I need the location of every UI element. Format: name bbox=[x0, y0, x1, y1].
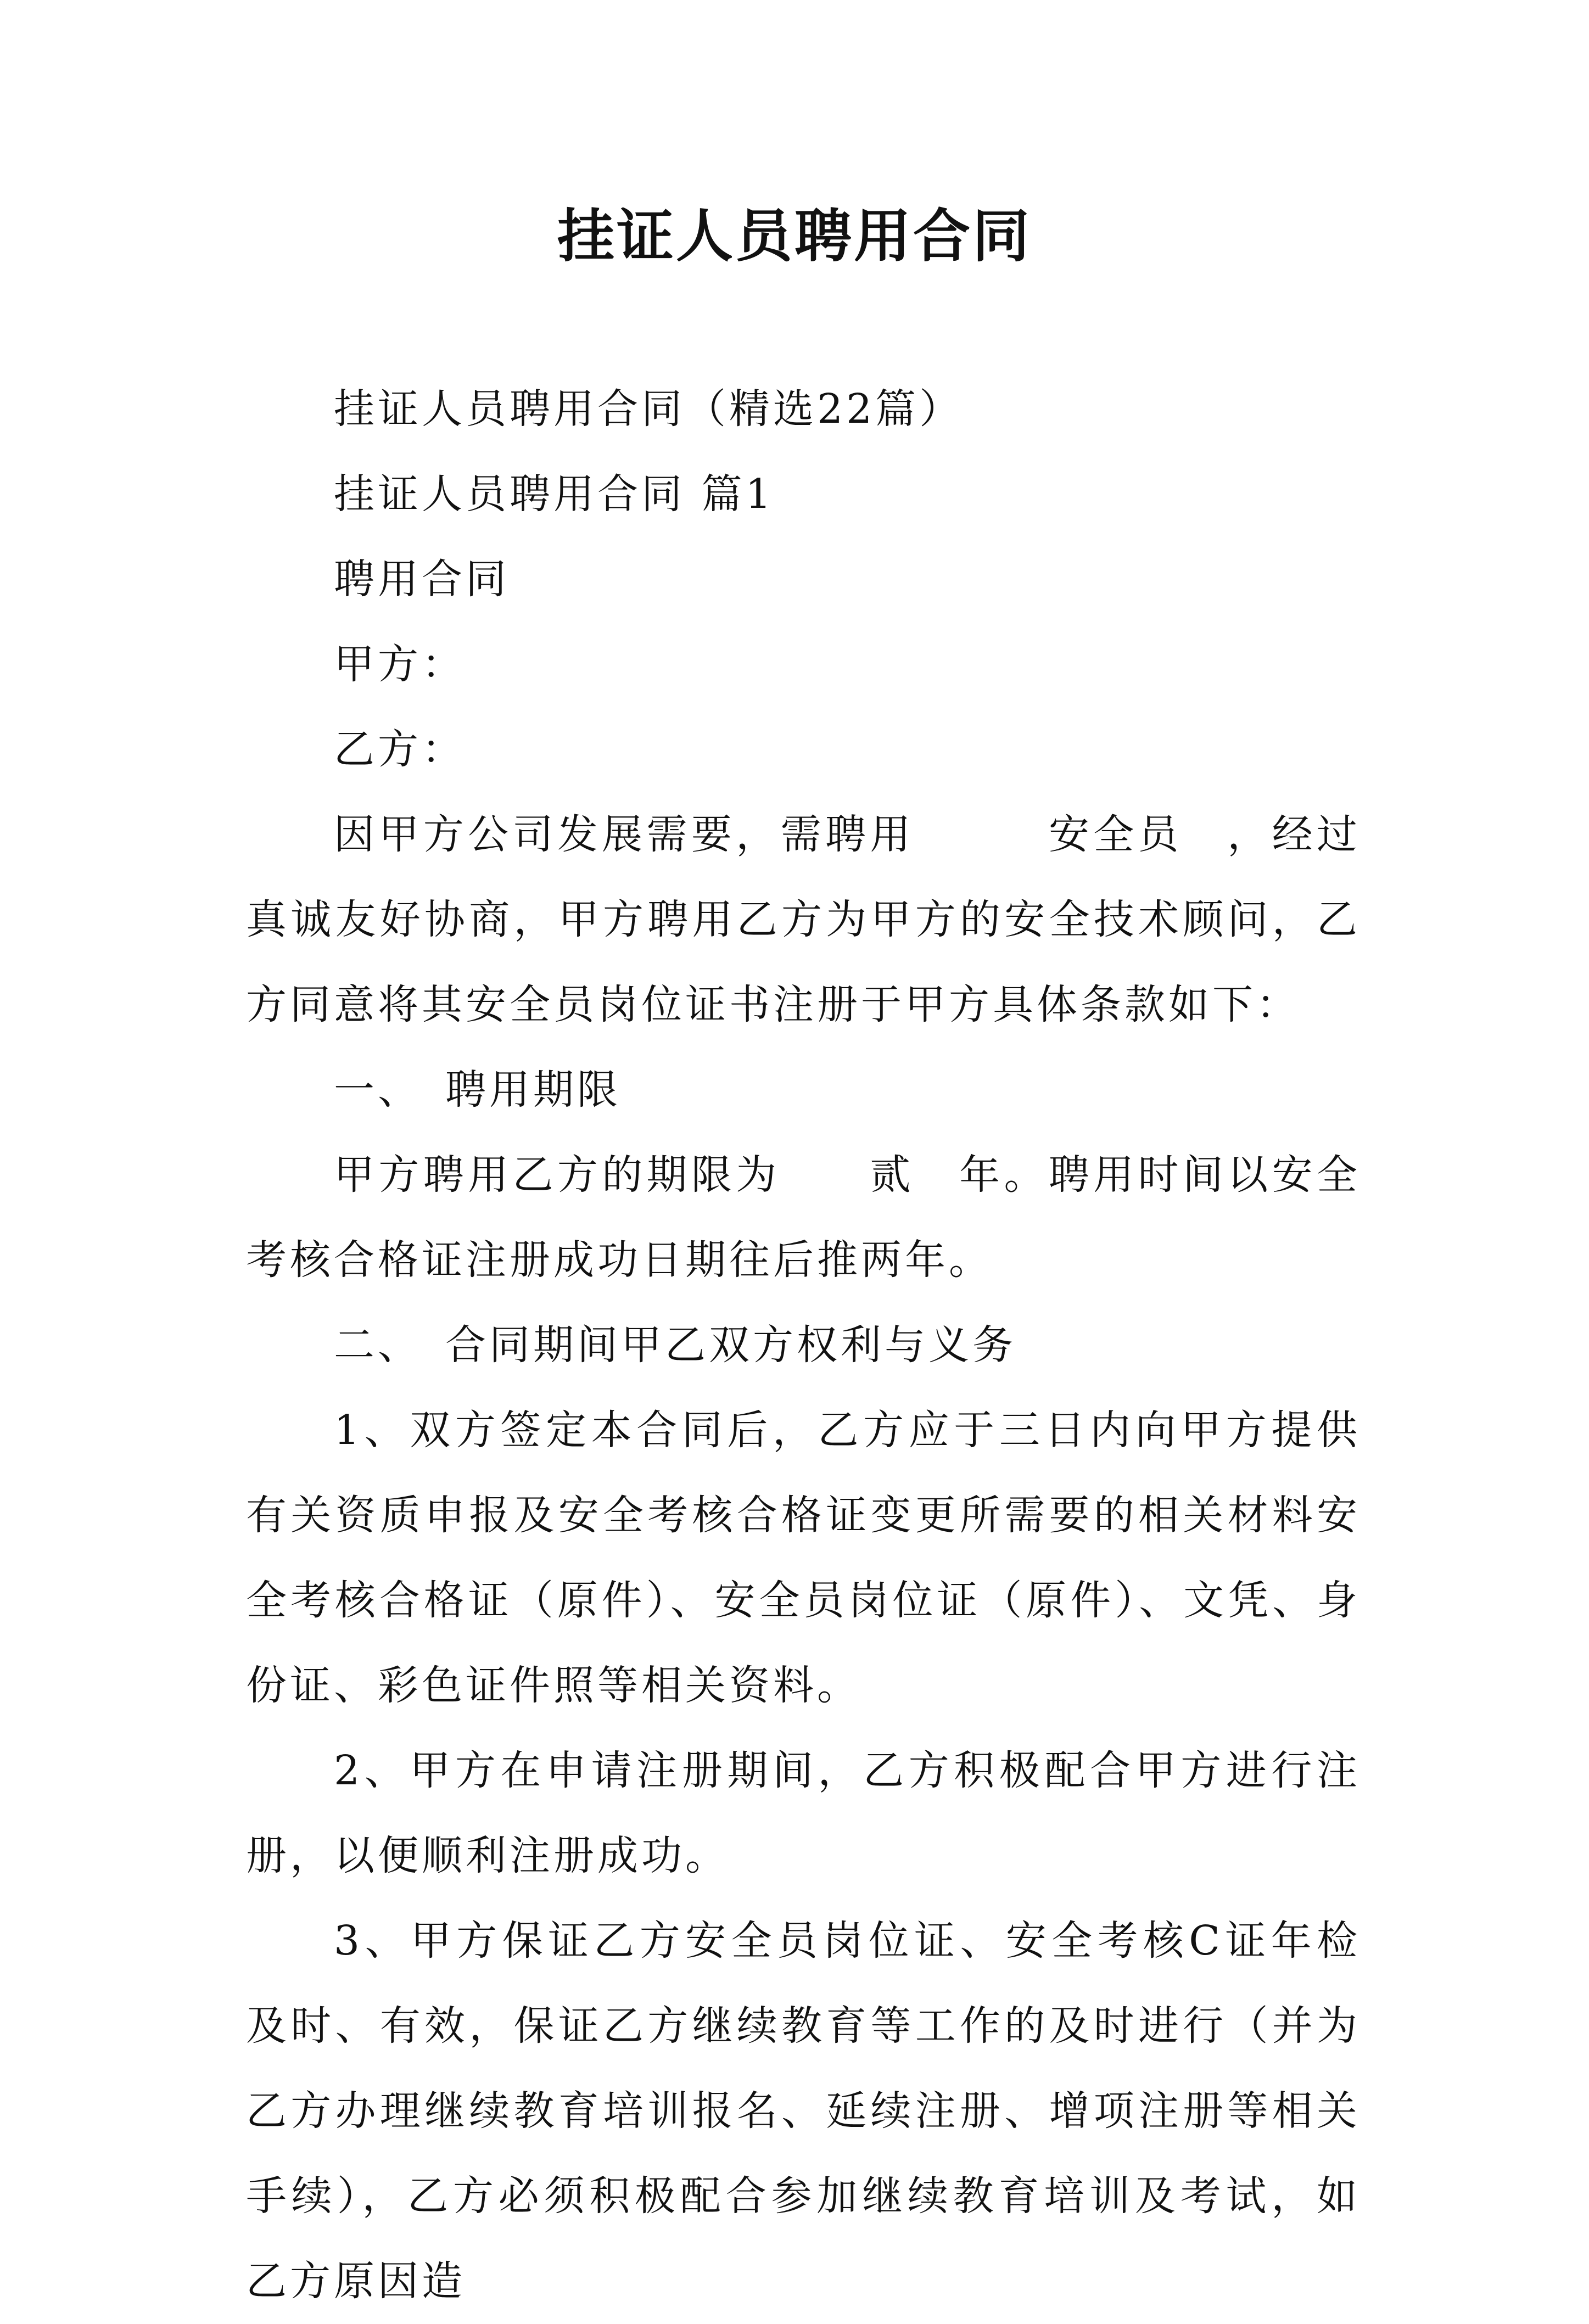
paragraph-item-3: 3、甲方保证乙方安全员岗位证、安全考核C证年检及时、有效，保证乙方继续教育等工作的及时进行（并为乙方办理继续教育培训报名、延续注册、增项注册等相关手续），乙方必须积极配合参加继续教育培训及考试，如乙方原因造 bbox=[246, 1917, 1361, 2305]
paragraph-item-1: 1、双方签定本合同后，乙方应于三日内向甲方提供有关资质申报及安全考核合格证变更所需要的相关材料安全考核合格证（原件）、安全员岗位证（原件）、文凭、身份证、彩色证件照等相关资料。 bbox=[246, 1407, 1361, 1709]
paragraph-contract-name: 聘用合同 bbox=[334, 556, 510, 603]
document-body bbox=[246, 367, 1361, 2324]
paragraph-party-b: 乙方： bbox=[334, 726, 466, 773]
paragraph-clause-1-text: 甲方聘用乙方的期限为 贰 年。聘用时间以安全考核合格证注册成功日期往后推两年。 bbox=[246, 1151, 1361, 1284]
paragraph-subtitle: 挂证人员聘用合同（精选22篇） bbox=[334, 385, 964, 433]
paragraph-clause-1-heading: 一、 聘用期限 bbox=[334, 1066, 621, 1113]
paragraph-item-2: 2、甲方在申请注册期间，乙方积极配合甲方进行注册，以便顺利注册成功。 bbox=[246, 1747, 1361, 1879]
paragraph-section-heading: 挂证人员聘用合同 篇1 bbox=[334, 471, 775, 518]
paragraph-preamble: 因甲方公司发展需要，需聘用 安全员 ，经过真诚友好协商，甲方聘用乙方为甲方的安全技术顾问，乙方同意将其安全员岗位证书注册于甲方具体条款如下： bbox=[246, 811, 1361, 1028]
paragraph-clause-2-heading: 二、 合同期间甲乙双方权利与义务 bbox=[334, 1321, 1016, 1369]
paragraph-party-a: 甲方： bbox=[334, 641, 466, 688]
document-title: 挂证人员聘用合同 bbox=[557, 202, 1032, 270]
